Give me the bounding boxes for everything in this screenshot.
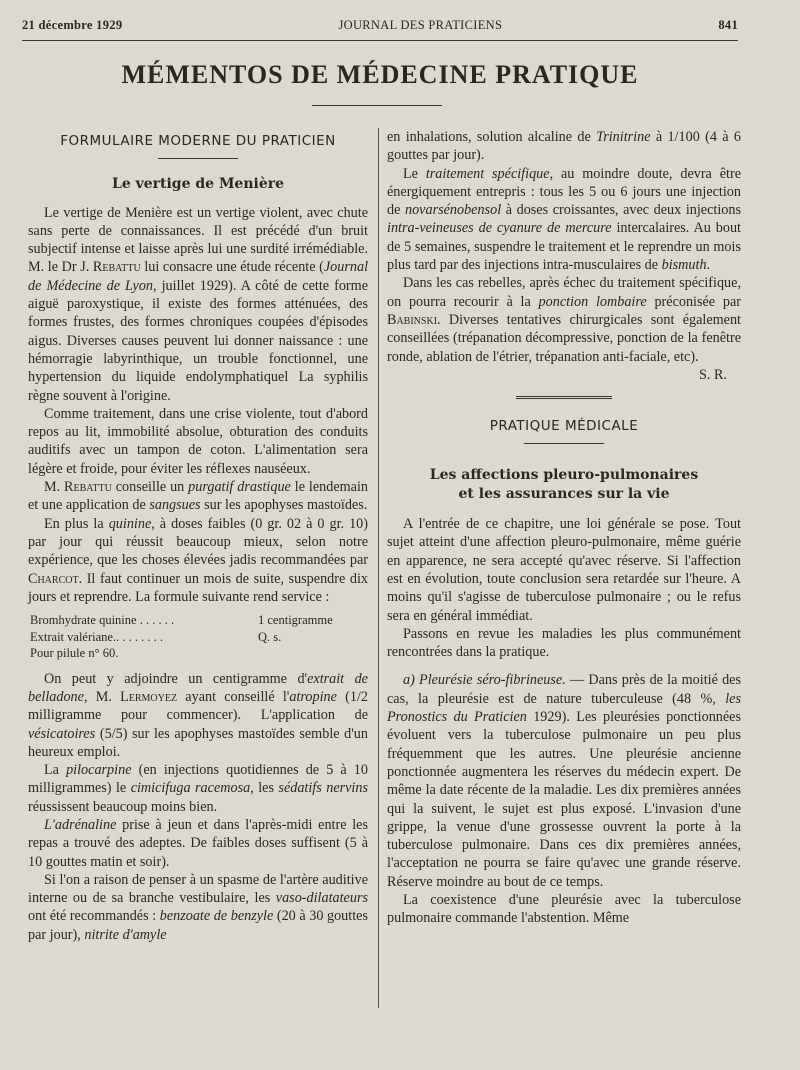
paragraph: La pilocarpine (en injections quotidiennes de 5 à 10 milligrammes) le cimicifuga racemosa, les sédatifs nervins réussissent beaucoup moins bien. xyxy=(28,762,368,815)
section-heading: FORMULAIRE MODERNE DU PRATICIEN xyxy=(60,133,336,149)
running-header xyxy=(22,18,738,33)
formula-line: Extrait valériane.. . . . . . . . Q. s. xyxy=(30,629,282,644)
paragraph: A l'entrée de ce chapitre, une loi générale se pose. Tout sujet atteint d'une affection pleuro-pulmonaire, même guérie en apparence, ne sera accepté qu'avec réserve. Si l'affection est en évolution, toute conclusion sera retardée sur l'heure. A moins qu'il s'agisse de tuberculose pulmonaire ; ou le refus sera en général immédiat. xyxy=(387,516,741,624)
section-heading: PRATIQUE MÉDICALE xyxy=(489,418,639,435)
paragraph: a) Pleurésie séro-fibrineuse. — Dans près de la moitié des cas, la pleurésie est de nature tuberculeuse (48 %, les Pronostics du Praticien 1929). Les pleurésies ponctionnées évoluent vers la tuberculose pulmonaire un peu plus fréquemment que les autres. Une pleurésie ancienne ponctionnée augmentera les réserves du médecin expert. De même la date récente de la maladie. Les dix premières années qui la suivent, le sujet est plus exposé. L'invasion d'une grippe, la venue d'une grossesse ouvrent la porte à la tuberculose pulmonaire. Dans ces dix premières années, l'acceptation ne pourra se faire qu'avec une grande réserve. Réserve moindre au bout de ce temps. xyxy=(387,672,741,890)
article-subtitle: et les assurances sur la vie xyxy=(458,485,670,502)
section-rule xyxy=(524,443,604,444)
paragraph: La coexistence d'une pleurésie avec la tuberculose pulmonaire commande l'abstention. Même xyxy=(387,891,741,927)
issue-date: 21 décembre 1929 xyxy=(22,18,123,32)
column-divider xyxy=(378,128,379,1008)
paragraph: M. Rebattu conseille un purgatif drastique le lendemain et une application de sangsues sur les apophyses mastoïdes. xyxy=(28,479,368,514)
paragraph: En plus la quinine, à doses faibles (0 gr. 02 à 0 gr. 10) par jour qui réussit beaucoup mieux, selon notre expérience, que les choses élevées jadis recommandées par Charcot. Il faut continuer un mois de suite, suspendre dix jours et reprendre. La formule suivante rend service : xyxy=(28,515,368,605)
paragraph: Si l'on a raison de penser à un spasme de l'artère auditive interne ou de sa branche vestibulaire, les vaso-dilatateurs ont été recommandés : benzoate de benzyle (20 à 30 gouttes par jour), nitrite d'amyle xyxy=(28,871,368,943)
journal-name: JOURNAL DES PRATICIENS xyxy=(338,18,503,32)
formula-line: Bromhydrate quinine . . . . . . 1 centigramme xyxy=(30,613,333,628)
page-title: MÉMENTOS DE MÉDECINE PRATIQUE xyxy=(121,60,639,89)
author-signature: S. R. xyxy=(699,366,727,383)
title-rule xyxy=(312,105,442,106)
article-title: Les affections pleuro-pulmonaires xyxy=(429,467,699,484)
right-column xyxy=(387,128,741,928)
section-rule xyxy=(158,158,238,159)
header-rule xyxy=(22,40,738,41)
left-column xyxy=(28,128,368,944)
double-rule xyxy=(516,396,612,399)
paragraph: L'adrénaline prise à jeun et dans l'après-midi entre les repas a trouvé des adeptes. De faibles doses suffisent (5 à 10 gouttes matin et soir). xyxy=(28,817,368,870)
page-number: 841 xyxy=(718,18,738,32)
paragraph: On peut y adjoindre un centigramme d'extrait de belladone, M. Lermoyez ayant conseillé l'atropine (1/2 milligramme pour commencer). L'application de vésicatoires (5/5) sur les apophyses mastoïdes semble d'un heureux emploi. xyxy=(28,670,368,760)
paragraph: Le traitement spécifique, au moindre doute, devra être énergiquement entrepris : tous les 5 ou 6 jours une injection de novarsénobensol à doses croissantes, avec deux injections intra-veineuses de cyanure de mercure intercalaires. Au bout de 5 semaines, suspendre le traitement et le reprendre un mois plus tard par des injections intra-musculaires de bismuth. xyxy=(387,165,741,274)
prescription-formula xyxy=(30,612,368,662)
paragraph: Comme traitement, dans une crise violente, tout d'abord repos au lit, immobilité absolue, obturation des conduits auditifs avec un tampon de coton. L'alimentation sera légère et froide, pour éviter les réflexes nauséeux. xyxy=(28,405,368,477)
article-title: Le vertige de Menière xyxy=(111,176,285,193)
paragraph: Dans les cas rebelles, après échec du traitement spécifique, on pourra recourir à la ponction lombaire préconisée par Babinski. Diverses tentatives chirurgicales sont également conseillées (trépanation décompressive, ponction de la fenêtre ronde, ablation de l'étrier, trépanation anti-faciale, etc). xyxy=(387,275,741,365)
paragraph: en inhalations, solution alcaline de Trinitrine à 1/100 (4 à 6 gouttes par jour). xyxy=(387,129,741,164)
formula-line: Pour pilule n° 60. xyxy=(30,646,119,661)
paragraph: Le vertige de Menière est un vertige violent, avec chute sans perte de connaissances. Il est précédé d'un bruit subjectif intense et laisse après lui une surdité irrémédiable. M. le Dr J. Rebattu lui consacre une étude récente (Journal de Médecine de Lyon, juillet 1929). A côté de cette forme aiguë paroxystique, il existe des formes atténuées, des formes frustes, des formes chroniques coupées d'épisodes aigus. Diverses causes peuvent lui donner naissance : une hémorragie labyrinthique, un trouble fonctionnel, une hypertension du liquide endolymphatiquel La syphilis règne souvent à l'origine. xyxy=(28,204,369,404)
paragraph: Passons en revue les maladies les plus communément rencontrées dans la pratique. xyxy=(387,625,741,661)
